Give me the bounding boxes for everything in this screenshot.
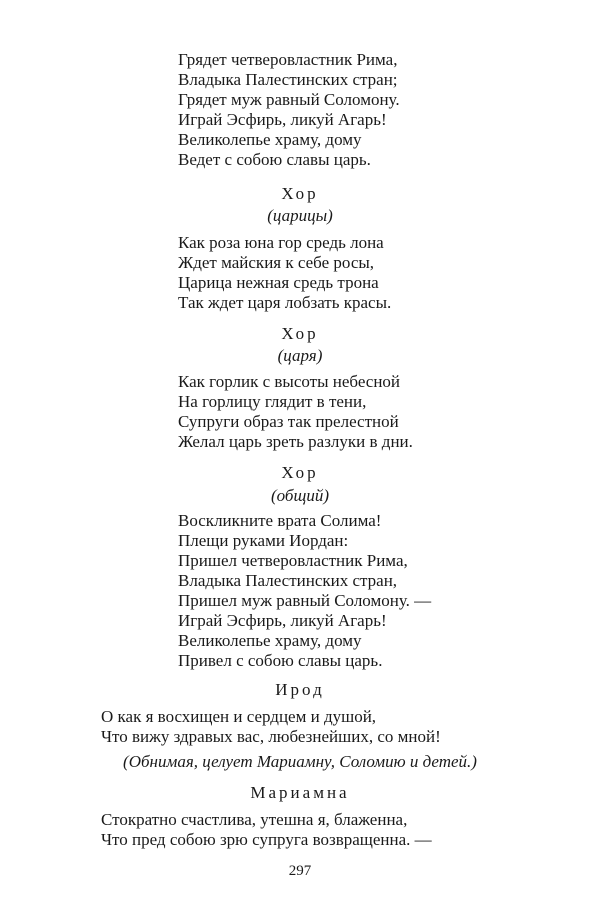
verse-line: Желал царь зреть разлуки в дни.: [178, 432, 413, 451]
verse-line: Владыка Палестинских стран;: [178, 70, 398, 89]
verse-line: Грядет четверовластник Рима,: [178, 50, 398, 69]
verse-line: Стократно счастлива, утешна я, блаженна,: [101, 810, 408, 829]
verse-line: О как я восхищен и сердцем и душой,: [101, 707, 377, 726]
verse-line: Пришел четверовластник Рима,: [178, 551, 408, 570]
speaker-note: (царицы): [267, 206, 333, 225]
verse-line: Как роза юна гор средь лона: [178, 233, 384, 252]
verse-line: Плещи руками Иордан:: [178, 531, 349, 550]
verse-line: На горлицу глядит в тени,: [178, 392, 367, 411]
speaker-mariamne: Мариамна: [250, 783, 350, 802]
verse-line: Владыка Палестинских стран,: [178, 571, 398, 590]
speaker-chorus: Хор: [281, 463, 319, 482]
speaker-note: (царя): [277, 346, 323, 365]
verse-line: Великолепье храму, дому: [178, 631, 362, 650]
verse-line: Так ждет царя лобзать красы.: [178, 293, 392, 312]
verse-line: Царица нежная средь трона: [178, 273, 379, 292]
speaker-note: (общий): [271, 486, 329, 505]
verse-line: Ведет с собою славы царь.: [178, 150, 371, 169]
page-number: 297: [288, 863, 312, 879]
verse-line: Супруги образ так прелестной: [178, 412, 399, 431]
verse-line: Что пред собою зрю супруга возвращенна. —: [101, 830, 432, 849]
verse-line: Играй Эсфирь, ликуй Агарь!: [178, 611, 387, 630]
verse-line: Ждет майския к себе росы,: [178, 253, 375, 272]
verse-line: Играй Эсфирь, ликуй Агарь!: [178, 110, 387, 129]
verse-line: Грядет муж равный Соломону.: [178, 90, 400, 109]
verse-line: Что вижу здравых вас, любезнейших, со мной!: [101, 727, 441, 746]
verse-line: Привел с собою славы царь.: [178, 651, 383, 670]
stage-direction: (Обнимая, целует Мариамну, Соломию и детей.): [123, 752, 477, 771]
verse-line: Великолепье храму, дому: [178, 130, 362, 149]
speaker-chorus: Хор: [281, 184, 319, 203]
speaker-herod: Ирод: [275, 680, 325, 699]
verse-line: Воскликните врата Солима!: [178, 511, 382, 530]
verse-line: Как горлик с высоты небесной: [178, 372, 401, 391]
verse-line: Пришел муж равный Соломону. —: [178, 591, 432, 610]
speaker-chorus: Хор: [281, 324, 319, 343]
